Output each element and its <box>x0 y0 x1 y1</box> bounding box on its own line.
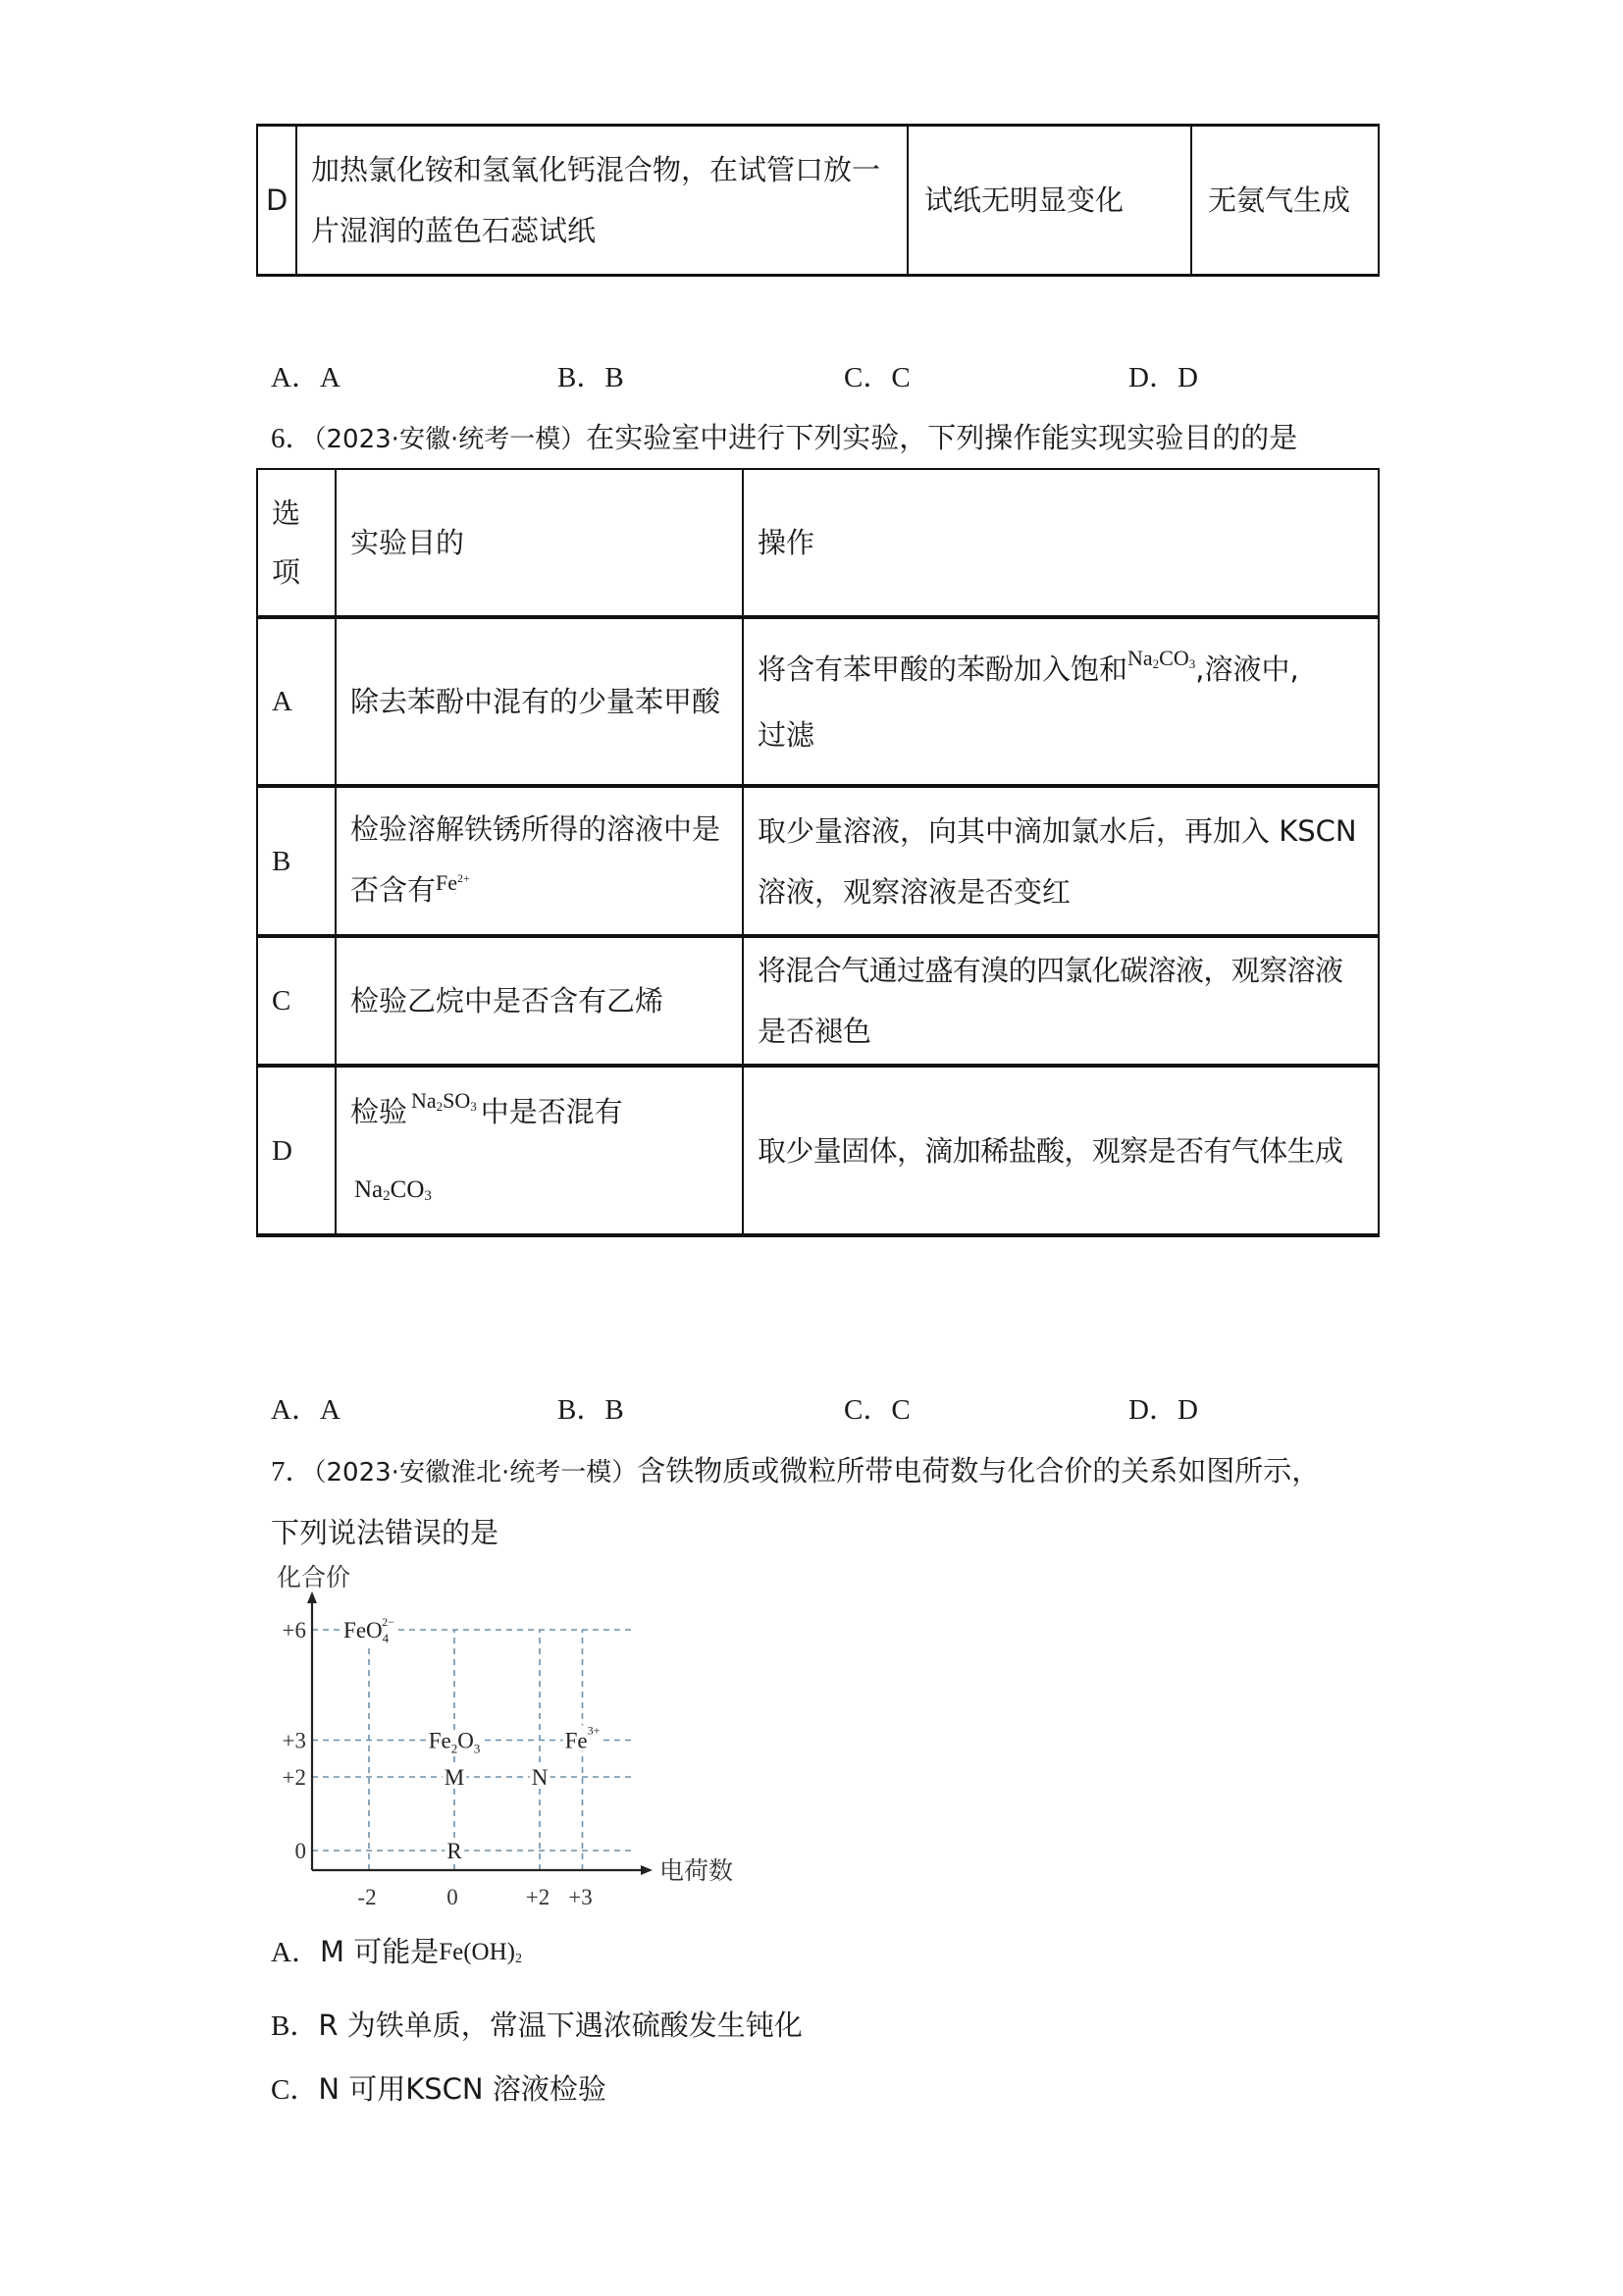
header-option-line: 项 <box>272 555 301 589</box>
chem-formula <box>439 1939 522 1965</box>
purpose-text: 检验 <box>350 1094 408 1128</box>
chem-part: Na <box>1127 645 1153 670</box>
question-text: 含铁物质或微粒所带电荷数与化合价的关系如图所示， <box>637 1454 1321 1487</box>
y-tick-label: 0 <box>294 1839 306 1863</box>
chem-part: SO <box>443 1087 471 1113</box>
point-label-part: Fe <box>564 1728 588 1753</box>
purpose-text: 检验乙烷中是否含有乙烯 <box>350 984 664 1018</box>
chem-part: CO <box>1159 645 1189 670</box>
point-label <box>343 1615 394 1645</box>
q7-choice-c[interactable] <box>271 2072 606 2107</box>
q7-choice-b[interactable] <box>271 2009 803 2043</box>
operation-line: 将混合气通过盛有溴的四氯化碳溶液，观察溶液 <box>758 954 1343 987</box>
question-text: 在实验室中进行下列实验，下列操作能实现实验目的的是 <box>586 421 1298 454</box>
chem-sub: 2 <box>383 1187 391 1204</box>
question-number: 6． <box>271 423 314 454</box>
point-label-part: 3 <box>473 1741 481 1756</box>
operation-line: 过滤 <box>758 717 815 752</box>
point-label <box>445 1765 464 1790</box>
operation-line: 片湿润的蓝色石蕊试纸 <box>311 214 597 247</box>
choice-a[interactable]: A．A <box>271 362 340 393</box>
point-label-part: 2 <box>450 1741 458 1756</box>
chem-sub: 2 <box>1152 655 1160 671</box>
chem-sub: 2 <box>514 1952 522 1966</box>
choice-text: R 为铁单质，常温下遇浓硫酸发生钝化 <box>318 2009 803 2042</box>
choice-c[interactable]: C．C <box>844 1394 911 1426</box>
option-label: D <box>272 1134 292 1167</box>
operation-text: 将含有苯甲酸的苯酚加入饱和 <box>758 652 1128 686</box>
point-label-part: FeO <box>343 1618 383 1643</box>
x-axis-arrow-icon <box>641 1865 653 1875</box>
x-tick-label: +3 <box>568 1885 593 1909</box>
question-source: （2023·安徽淮北·统考一模） <box>313 1458 638 1487</box>
point-label <box>446 1839 462 1863</box>
chem-part: Fe(OH) <box>439 1939 515 1965</box>
option-label: C <box>272 985 291 1017</box>
choice-text: N 可用KSCN 溶液检验 <box>318 2072 606 2106</box>
point-label <box>532 1765 549 1790</box>
y-tick-label: +3 <box>282 1728 306 1753</box>
operation-line: 是否褪色 <box>758 1015 872 1048</box>
x-tick-label: -2 <box>357 1885 377 1909</box>
choice-b[interactable]: B．B <box>557 1394 624 1426</box>
ion-charge: 2+ <box>457 871 470 885</box>
conclusion-text: 无氨气生成 <box>1208 183 1351 217</box>
point-label-part: 4 <box>382 1631 390 1645</box>
purpose-line: 检验溶解铁锈所得的溶液中是 <box>350 812 721 846</box>
point-label-part: 3+ <box>587 1723 601 1738</box>
q7-stem-line2: 下列说法错误的是 <box>271 1516 499 1549</box>
chem-part: Na <box>411 1087 437 1113</box>
point-label-part: 2− <box>382 1615 394 1629</box>
purpose-text: 除去苯酚中混有的少量苯甲酸 <box>350 685 721 718</box>
choice-c[interactable]: C．C <box>844 362 911 393</box>
chem-sub: 3 <box>1188 655 1196 671</box>
option-label: A <box>272 686 292 717</box>
operation-line: 加热氯化铵和氢氧化钙混合物，在试管口放一 <box>311 153 881 186</box>
choice-label: C． <box>271 2074 319 2106</box>
point-label-part: N <box>531 1765 549 1790</box>
point-label-part: Fe <box>428 1728 451 1753</box>
chem-sub: 3 <box>424 1187 432 1204</box>
point-label-part: R <box>446 1839 462 1863</box>
question-number: 7． <box>271 1456 314 1487</box>
chem-part: Na <box>354 1175 384 1203</box>
operation-line: 溶液，观察溶液是否变红 <box>758 874 1072 909</box>
choice-b[interactable]: B．B <box>557 362 624 393</box>
ion-base: Fe <box>436 870 458 895</box>
phenomenon-text: 试纸无明显变化 <box>924 183 1125 217</box>
y-tick-label: +2 <box>282 1765 306 1790</box>
purpose-text: 否含有 <box>350 873 437 907</box>
y-tick-label: +6 <box>282 1618 306 1643</box>
point-label-part: M <box>444 1765 465 1790</box>
operation-text: 取少量固体，滴加稀盐酸，观察是否有气体生成 <box>758 1133 1343 1168</box>
y-axis-arrow-icon <box>307 1592 317 1603</box>
point-label-part: O <box>457 1728 474 1753</box>
chem-sub: 2 <box>436 1098 444 1114</box>
y-axis-label: 化合价 <box>277 1563 351 1592</box>
choice-label: A． <box>271 1937 320 1968</box>
operation-line: 取少量溶液，向其中滴加氯水后，再加入 KSCN <box>758 813 1357 848</box>
x-tick-label: 0 <box>446 1885 458 1909</box>
chem-sub: 3 <box>470 1098 477 1114</box>
choice-d[interactable]: D．D <box>1128 362 1198 393</box>
operation-text: ,溶液中, <box>1195 652 1299 686</box>
option-label: B <box>272 845 291 877</box>
question-source: （2023·安徽·统考一模） <box>313 425 587 454</box>
header-operation-label: 操作 <box>758 526 815 559</box>
x-tick-label: +2 <box>525 1885 550 1909</box>
choice-d[interactable]: D．D <box>1128 1394 1198 1426</box>
q7-choice-a[interactable] <box>271 1935 522 1971</box>
choice-a[interactable]: A．A <box>271 1394 340 1426</box>
choice-label: B． <box>271 2010 319 2042</box>
option-label: D <box>266 183 288 217</box>
chem-part: CO <box>390 1175 425 1203</box>
header-purpose-label: 实验目的 <box>350 526 465 559</box>
header-option-line: 选 <box>272 496 301 530</box>
purpose-text: 中是否混有 <box>480 1094 623 1128</box>
choice-text: M 可能是 <box>319 1935 440 1968</box>
x-axis-label: 电荷数 <box>659 1856 734 1885</box>
